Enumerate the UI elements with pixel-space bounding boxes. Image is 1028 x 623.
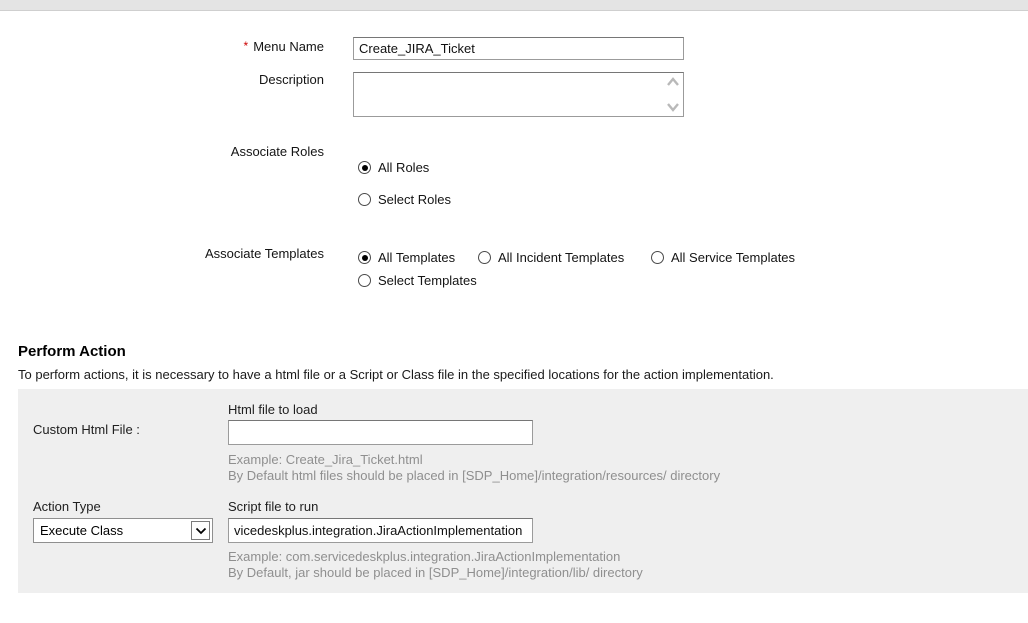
radio-icon[interactable] xyxy=(358,274,371,287)
radio-icon[interactable] xyxy=(358,193,371,206)
radio-select-roles[interactable] xyxy=(358,192,451,207)
radio-select-roles-label: Select Roles xyxy=(378,192,451,207)
associate-templates-label: Associate Templates xyxy=(205,246,324,261)
radio-all-incident-templates[interactable] xyxy=(478,250,624,265)
radio-select-templates-label: Select Templates xyxy=(378,273,477,288)
required-marker: * xyxy=(243,39,249,53)
description-label: Description xyxy=(258,72,324,87)
menu-name-label xyxy=(0,38,324,55)
perform-action-intro: To perform actions, it is necessary to have a html file or a Script or Class file in the specified locations for the action implementation. xyxy=(18,367,774,382)
top-bar xyxy=(0,0,1028,11)
radio-icon[interactable] xyxy=(358,161,371,174)
description-textarea[interactable] xyxy=(353,72,684,117)
radio-all-roles-label: All Roles xyxy=(378,160,430,175)
html-file-input[interactable] xyxy=(228,420,533,445)
associate-roles-label: Associate Roles xyxy=(230,144,324,159)
scroll-up-icon[interactable] xyxy=(666,77,680,87)
radio-icon[interactable] xyxy=(651,251,664,264)
script-location-hint: By Default, jar should be placed in [SDP_Home]/integration/lib/ directory xyxy=(228,565,643,580)
scroll-down-icon[interactable] xyxy=(666,102,680,112)
menu-name-input[interactable] xyxy=(353,37,684,60)
script-file-label: Script file to run xyxy=(228,499,319,514)
chevron-down-icon[interactable] xyxy=(191,521,210,540)
radio-select-templates[interactable] xyxy=(358,273,477,288)
radio-all-templates[interactable] xyxy=(358,250,455,265)
radio-all-roles[interactable] xyxy=(358,160,429,175)
radio-all-templates-label: All Templates xyxy=(378,250,456,265)
action-type-select[interactable] xyxy=(33,518,213,543)
perform-action-title: Perform Action xyxy=(18,343,126,360)
html-location-hint: By Default html files should be placed in [SDP_Home]/integration/resources/ directory xyxy=(228,468,721,483)
radio-icon[interactable] xyxy=(478,251,491,264)
script-example-hint: Example: com.servicedeskplus.integration.JiraActionImplementation xyxy=(228,549,621,564)
script-file-input[interactable] xyxy=(228,518,533,543)
radio-all-incident-templates-label: All Incident Templates xyxy=(498,250,625,265)
action-type-label: Action Type xyxy=(33,499,101,514)
custom-html-file-label: Custom Html File : xyxy=(33,422,140,437)
html-file-field-label: Html file to load xyxy=(228,402,318,417)
radio-all-service-templates-label: All Service Templates xyxy=(671,250,796,265)
menu-name-label-text: Menu Name xyxy=(253,39,324,54)
action-type-selected-value: Execute Class xyxy=(40,523,124,538)
radio-icon[interactable] xyxy=(358,251,371,264)
radio-all-service-templates[interactable] xyxy=(651,250,795,265)
html-example-hint: Example: Create_Jira_Ticket.html xyxy=(228,452,423,467)
